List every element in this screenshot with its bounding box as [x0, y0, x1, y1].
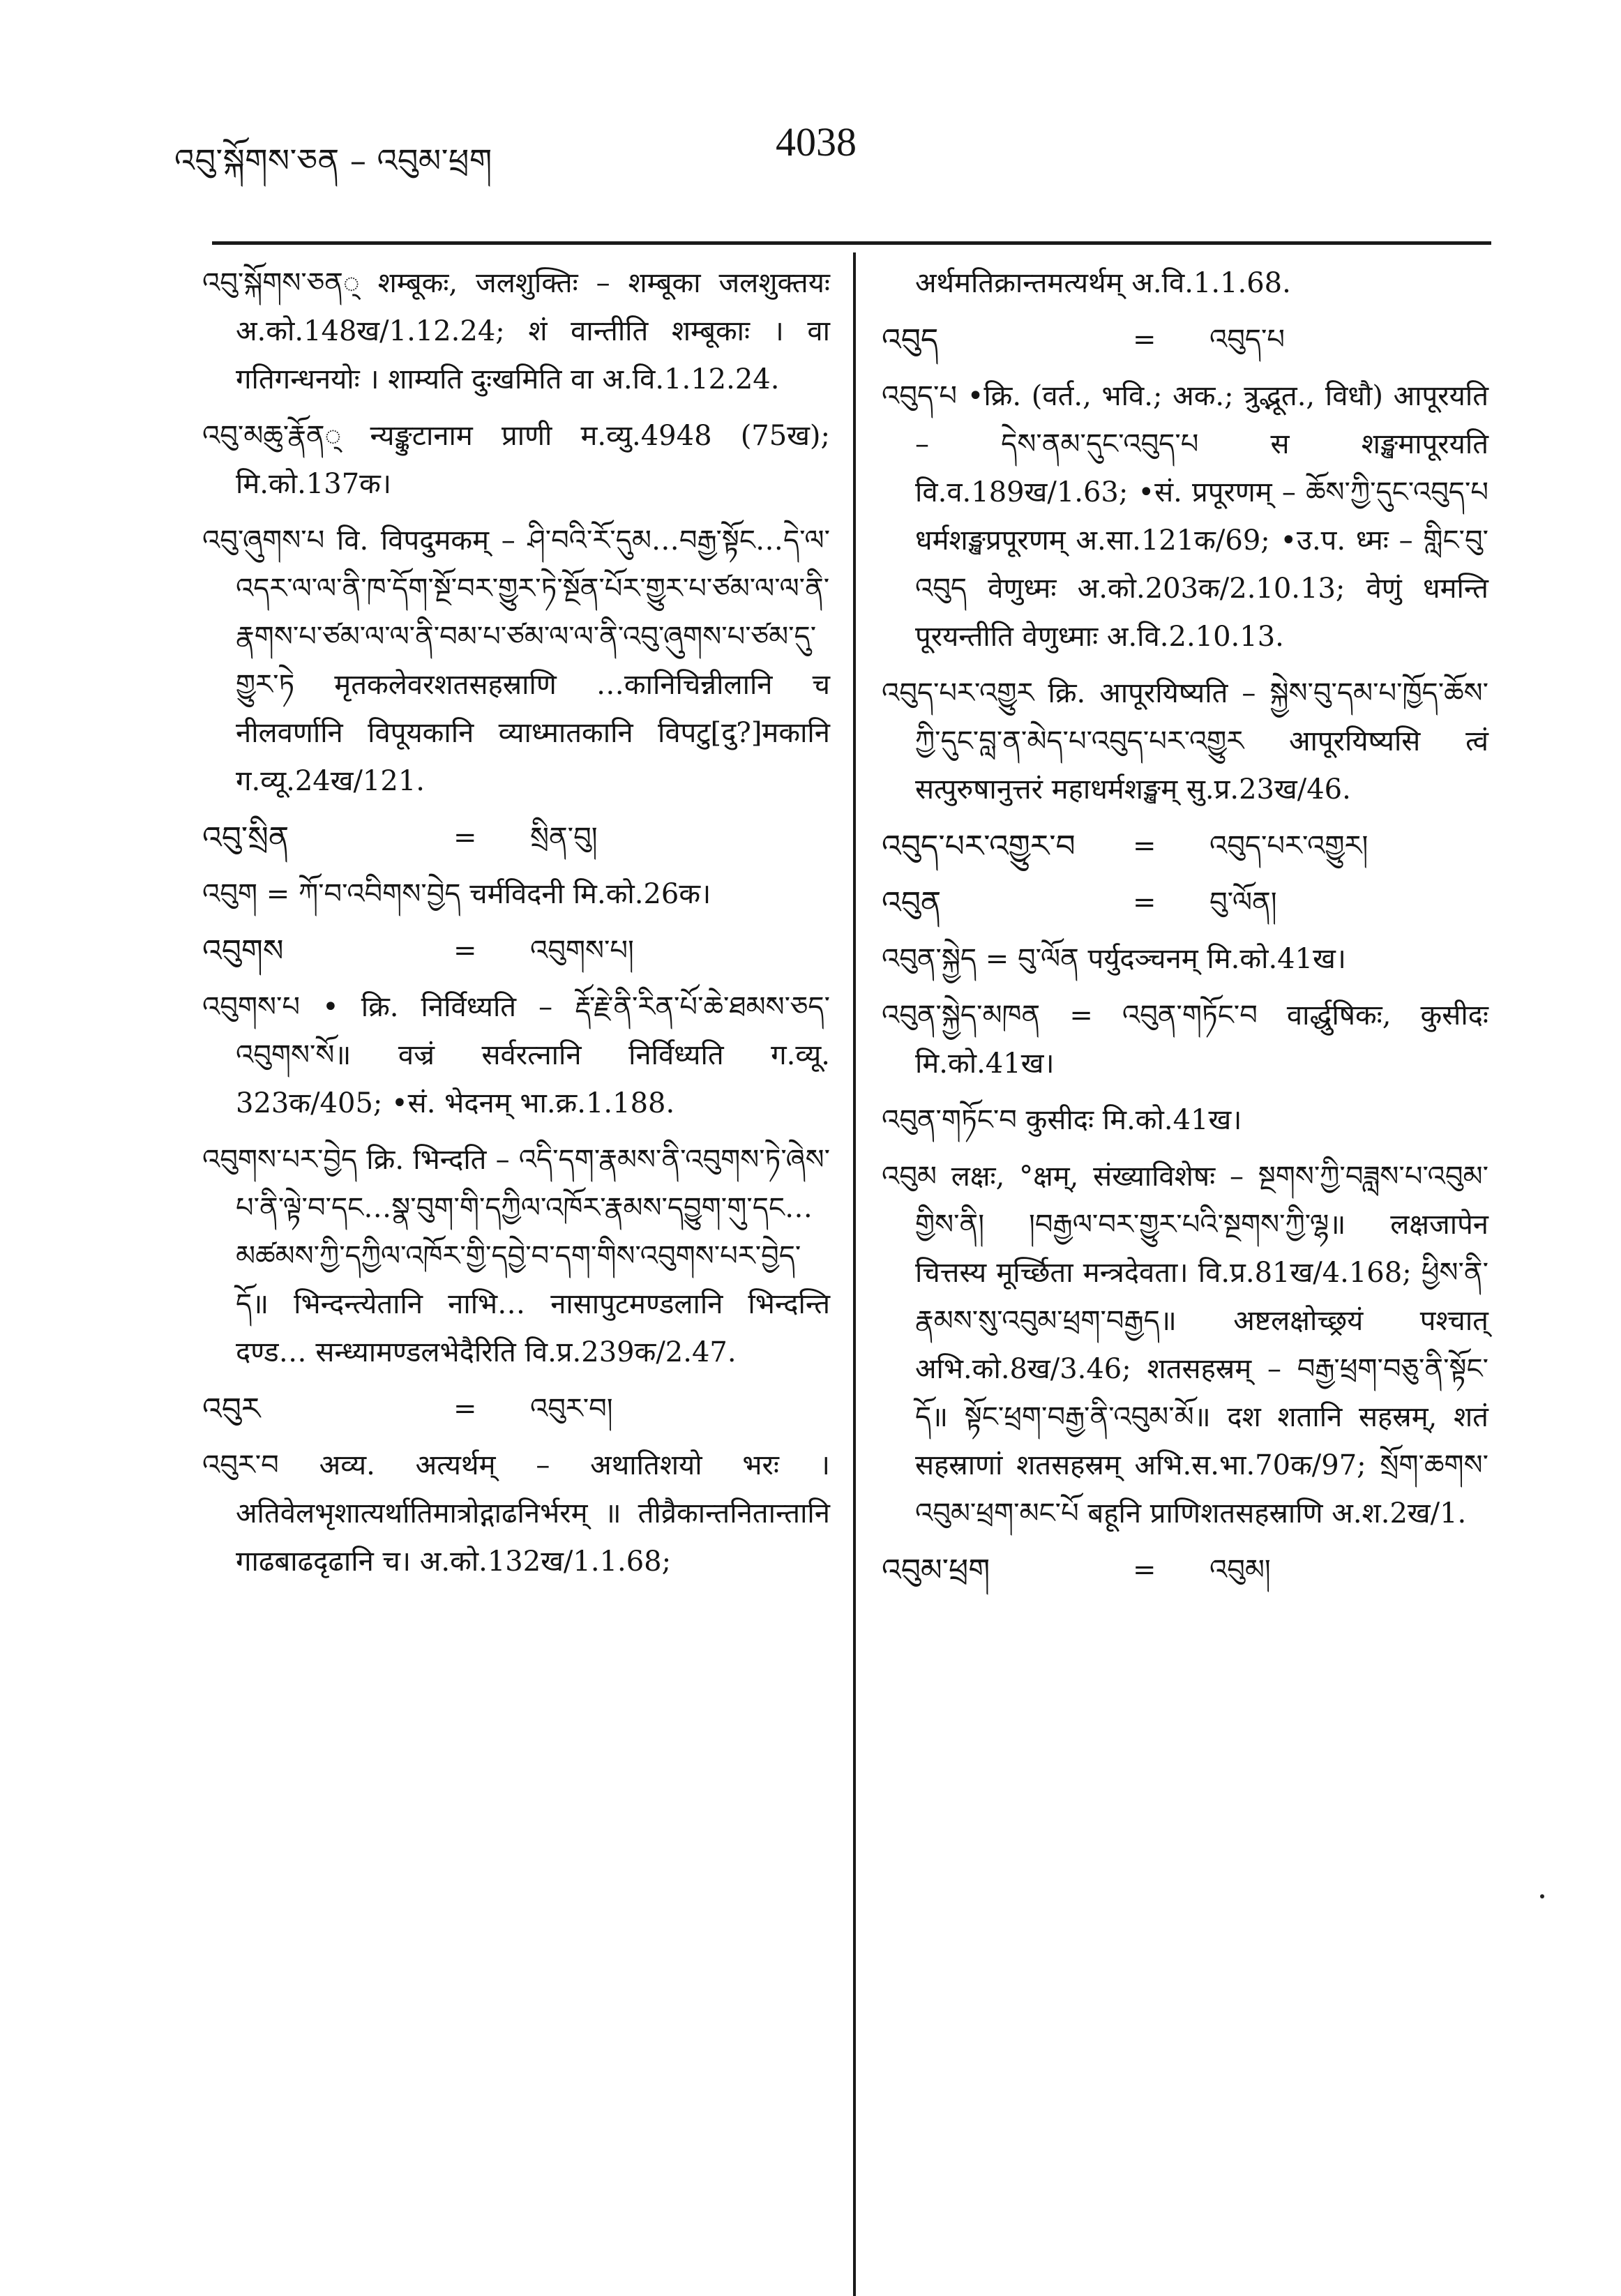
see-target: འབུར་བ། — [530, 1393, 613, 1425]
headword: འབུད་པར་འགྱུར་བ — [882, 829, 1076, 864]
equals-sign: = — [453, 822, 477, 854]
see-target: འབུམ། — [1209, 1554, 1271, 1586]
headword: འབུད — [882, 322, 939, 358]
dictionary-entry: འབུག = ཀོ་བ་འབིགས་བྱེད चर्मविदनी मि.को.26क। — [202, 878, 711, 910]
equals-sign: = — [1133, 324, 1156, 356]
left-column — [202, 259, 830, 1594]
headword: འབུན — [882, 885, 942, 921]
column-divider — [853, 252, 856, 2296]
see-target: འབུད་པར་འགྱུར། — [1209, 830, 1369, 862]
cross-reference-entry — [202, 814, 830, 862]
cross-reference-entry — [202, 927, 830, 975]
dictionary-entry: འབུ་མཆུ་རྣོན् न्यङ्कुटानाम प्राणी म.व्यु.4948 (75ख); मि.को.137क। — [202, 420, 830, 500]
cross-reference-entry — [882, 316, 1488, 364]
dictionary-entry: འབུགས་པར་བྱེད क्रि. भिन्दति – འདི་དག་རྣམས་ནི་འབུགས་ཏེ་ཞེས་པ་ནི་ལྟེ་བ་དང…སྣ་བུག་གི་དཀྱིལ་འཁོར་རྣམས་དབྱུག་གུ་དང…མཚམས་ཀྱི་དཀྱིལ་འཁོར་གྱི་དབྱེ་བ་དག་གིས་འབུགས་པར་བྱེད་དོ॥ भिन्दन्त्येतानि नाभि… नासापुटमण्डलानि भिन्दन्ति दण्ड… सन्ध्यामण्डलभेदैरिति वि.प्र.239क/2.47. — [202, 1144, 830, 1368]
equals-sign: = — [1133, 1554, 1156, 1586]
equals-sign: = — [1133, 830, 1156, 862]
dictionary-entry: འབུམ लक्षः, °क्षम्, संख्याविशेषः – སྔགས་ཀྱི་བཟླས་པ་འབུམ་གྱིས་ནི། །བརྒྱལ་བར་གྱུར་པའི་སྔགས་ཀྱི་ལྷ॥ लक्षजापेन चित्तस्य मूर्च्छिता मन्त्रदेवता। वि.प्र.81ख/4.168; ཕྱིས་ནི་རྣམས་སུ་འབུམ་ཕྲག་བརྒྱད॥ अष्टलक्षोच्छ्रयं पश्चात् अभि.को.8ख/3.46; शतसहस्रम् – བརྒྱ་ཕྲག་བཅུ་ནི་སྟོང་དོ॥ སྟོང་ཕྲག་བརྒྱ་ནི་འབུམ་མོ॥ दश शतानि सहस्रम्, शतं सहस्राणां शतसहस्रम् अभि.स.भा.70क/97; སྲོག་ཆགས་འབུམ་ཕྲག་མང་པོ बहूनि प्राणिशतसहस्राणि अ.श.2ख/1. — [882, 1161, 1488, 1530]
cross-reference-entry — [202, 1385, 830, 1433]
equals-sign: = — [1133, 886, 1156, 919]
see-target: འབུགས་པ། — [530, 935, 634, 967]
dictionary-entry: འབུར་བ अव्य. अत्यर्थम् – अथातिशयो भरः । अतिवेलभृशात्यर्थातिमात्रोद्गाढनिर्भरम् ॥ तीव्रैकान्तनितान्तानि गाढबाढदृढानि च। अ.को.132ख/1.1.68; — [202, 1449, 830, 1578]
equals-sign: = — [453, 1393, 477, 1425]
dictionary-entry: འབུད་པ •क्रि. (वर्त., भवि.; अक.; त्रुद्भूत., विधौ) आपूरयति – དེས་ནམ་དུང་འབུད་པ स शङ्खमापूरयति वि.व.189ख/1.63; •सं. प्रपूरणम् – ཆོས་ཀྱི་དུང་འབུད་པ धर्मशङ्खप्रपूरणम् अ.सा.121क/69; •उ.प. ध्मः – གླིང་བུ་འབུད वेणुध्मः अ.को.203क/2.10.13; वेणुं धमन्ति पूरयन्तीति वेणुध्माः अ.वि.2.10.13. — [882, 380, 1488, 653]
header-rule — [212, 241, 1491, 245]
dictionary-entry: འབུན་གཏོང་བ कुसीदः मि.को.41ख। — [882, 1104, 1242, 1136]
see-target: འབུད་པ — [1209, 324, 1286, 356]
stray-dot — [1540, 1894, 1544, 1898]
see-target: སྲིན་བུ། — [530, 822, 598, 854]
headword: འབུ་སྲིན — [202, 820, 289, 856]
dictionary-entry: འབུ་སྐོགས་ཅན् शम्बूकः, जलशुक्तिः – शम्बूका जलशुक्तयः अ.को.148ख/1.12.24; शं वान्तीति शम्बूकाः । वा गतिगन्धनयोः । शाम्यति दुःखमिति वा अ.वि.1.12.24. — [202, 267, 830, 395]
continued-entry: अर्थमतिक्रान्तमत्यर्थम् अ.वि.1.1.68. — [915, 267, 1291, 299]
dictionary-entry: འབུགས་པ • क्रि. निर्विध्यति – རྡོ་རྗེ་ནི་རིན་པོ་ཆེ་ཐམས་ཅད་འབུགས་སོ॥ वज्रं सर्वरत्नानि निर्विध्यति ग.व्यू. 323क/405; •सं. भेदनम् भा.क्र.1.188. — [202, 991, 830, 1119]
cross-reference-entry — [882, 1546, 1488, 1594]
see-target: བུ་ལོན། — [1209, 886, 1277, 919]
equals-sign: = — [453, 935, 477, 967]
right-column — [882, 259, 1488, 1603]
cross-reference-entry — [882, 822, 1488, 870]
headword: འབུམ་ཕྲག — [882, 1553, 990, 1588]
page-number: 4038 — [776, 119, 857, 165]
cross-reference-entry — [882, 879, 1488, 927]
dictionary-entry: འབུན་སྐྱེད = བུ་ལོན पर्युदञ्चनम् मि.को.41ख। — [882, 943, 1346, 975]
running-head: འབུ་སྐོགས་ཅན – འབུམ་ཕྲག — [174, 142, 492, 179]
headword: འབུགས — [202, 933, 284, 969]
dictionary-entry: འབུ་ཞུགས་པ वि. विपदुमकम् – ཤི་བའི་རོ་དུམ…བརྒྱ་སྟོང…དེ་ལ་འདར་ལ་ལ་ནི་ཁ་དོག་སྔོ་བར་གྱུར་ཏེ་སྔོན་པོར་གྱུར་པ་ཙམ་ལ་ལ་ནི་རྣགས་པ་ཙམ་ལ་ལ་ནི་བམ་པ་ཙམ་ལ་ལ་ནི་འབུ་ཞུགས་པ་ཙམ་དུ་གྱུར་ཏེ मृतकलेवरशतसहस्राणि …कानिचिन्नीलानि च नीलवर्णानि विपूयकानि व्याध्मातकानि विपटु[दु?]मकानि ग.व्यू.24ख/121. — [202, 524, 830, 797]
headword: འབུར — [202, 1391, 261, 1427]
dictionary-entry: འབུད་པར་འགྱུར क्रि. आपूरयिष्यति – སྐྱེས་བུ་དམ་པ་ཁྱོད་ཆོས་ཀྱི་དུང་བླ་ན་མེད་པ་འབུད་པར་འགྱུར आपूरयिष्यसि त्वं सत्पुरुषानुत्तरं महाधर्मशङ्खम् सु.प्र.23ख/46. — [882, 677, 1488, 806]
dictionary-entry: འབུན་སྐྱེད་མཁན = འབུན་གཏོང་བ वार्द्धुषिकः, कुसीदः मि.को.41ख। — [882, 999, 1488, 1080]
